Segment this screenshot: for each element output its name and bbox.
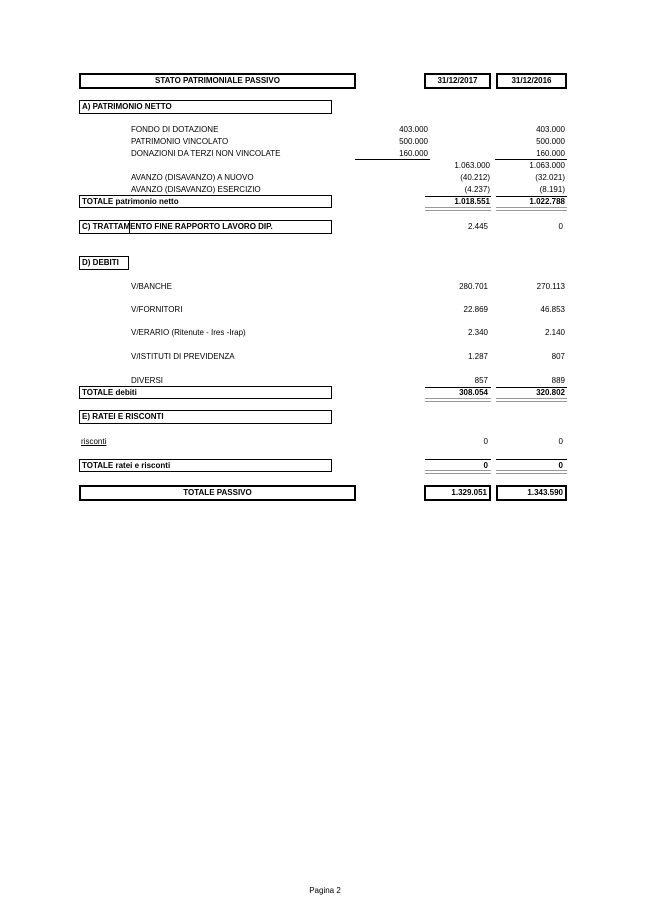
total-d-double-line bbox=[425, 398, 491, 402]
total-d-double-line bbox=[496, 398, 567, 402]
row-label: DIVERSI bbox=[131, 376, 164, 385]
row-c1: (4.237) bbox=[464, 185, 490, 194]
header-col2: 31/12/2016 bbox=[511, 76, 552, 85]
row-c1: 2.340 bbox=[467, 328, 488, 337]
risconti-c2: 0 bbox=[558, 437, 563, 446]
header-col1-box bbox=[424, 73, 491, 89]
row-c1: 857 bbox=[474, 376, 488, 385]
row-c2: 807 bbox=[551, 352, 565, 361]
grand-total-c2: 1.343.590 bbox=[527, 488, 563, 497]
total-e-label-box bbox=[79, 459, 332, 472]
row-detail: 500.000 bbox=[399, 137, 428, 146]
section-c-c1: 2.445 bbox=[467, 222, 488, 231]
row-label: V/ISTITUTI DI PREVIDENZA bbox=[131, 352, 235, 361]
total-e-c1: 0 bbox=[483, 461, 488, 470]
section-c-divider bbox=[129, 220, 130, 234]
row-label: V/ERARIO (Ritenute - Ires -Irap) bbox=[131, 328, 246, 337]
total-d-label: TOTALE debiti bbox=[82, 388, 137, 397]
row-c1: 22.869 bbox=[463, 305, 488, 314]
total-d-c2: 320.802 bbox=[536, 388, 565, 397]
row-c2: 403.000 bbox=[536, 125, 565, 134]
total-d-c1: 308.054 bbox=[459, 388, 488, 397]
page-number: Pagina 2 bbox=[309, 886, 341, 895]
header-title: STATO PATRIMONIALE PASSIVO bbox=[155, 76, 280, 85]
total-e-double-line bbox=[425, 470, 491, 474]
section-e-title-box bbox=[79, 410, 332, 424]
total-e-double-line bbox=[496, 470, 567, 474]
total-a-label-box bbox=[79, 195, 332, 208]
grand-total-label: TOTALE PASSIVO bbox=[183, 488, 252, 497]
header-col1: 31/12/2017 bbox=[437, 76, 478, 85]
total-a-double-line bbox=[496, 207, 567, 211]
header-title-box bbox=[79, 73, 356, 89]
row-c2: 889 bbox=[551, 376, 565, 385]
section-d-title-box bbox=[79, 256, 129, 270]
row-c1: (40.212) bbox=[460, 173, 490, 182]
section-d-title: D) DEBITI bbox=[82, 258, 119, 267]
total-e-top-line bbox=[425, 459, 491, 460]
section-c-title-box bbox=[79, 220, 332, 234]
total-a-double-line bbox=[425, 207, 491, 211]
header-col2-box bbox=[496, 73, 567, 89]
row-c2: 270.113 bbox=[536, 282, 565, 291]
total-d-label-box bbox=[79, 386, 332, 399]
row-detail: 403.000 bbox=[399, 125, 428, 134]
row-label: AVANZO (DISAVANZO) ESERCIZIO bbox=[131, 185, 261, 194]
section-e-title: E) RATEI E RISCONTI bbox=[82, 412, 164, 421]
row-c2: 46.853 bbox=[540, 305, 565, 314]
grand-total-c1-box bbox=[424, 485, 491, 501]
row-label: V/FORNITORI bbox=[131, 305, 183, 314]
section-c-c2: 0 bbox=[558, 222, 563, 231]
row-c1: 1.287 bbox=[467, 352, 488, 361]
total-a-top-line bbox=[496, 196, 567, 197]
row-c2: (8.191) bbox=[539, 185, 565, 194]
section-a-title: A) PATRIMONIO NETTO bbox=[82, 102, 172, 111]
row-label: PATRIMONIO VINCOLATO bbox=[131, 137, 229, 146]
row-c2: 500.000 bbox=[536, 137, 565, 146]
subtotal-line bbox=[355, 159, 430, 160]
risconti-label: risconti bbox=[81, 437, 107, 446]
total-a-label: TOTALE patrimonio netto bbox=[82, 197, 179, 206]
total-a-c2: 1.022.788 bbox=[529, 197, 565, 206]
subtotal-line bbox=[495, 159, 567, 160]
row-label: FONDO DI DOTAZIONE bbox=[131, 125, 219, 134]
row-label: V/BANCHE bbox=[131, 282, 172, 291]
row-c2: (32.021) bbox=[535, 173, 565, 182]
grand-total-c1: 1.329.051 bbox=[451, 488, 487, 497]
total-e-label: TOTALE ratei e risconti bbox=[82, 461, 171, 470]
row-label: DONAZIONI DA TERZI NON VINCOLATE bbox=[131, 149, 281, 158]
grand-total-c2-box bbox=[496, 485, 567, 501]
row-c2: 160.000 bbox=[536, 149, 565, 158]
total-e-c2: 0 bbox=[558, 461, 563, 470]
row-detail: 160.000 bbox=[399, 149, 428, 158]
risconti-c1: 0 bbox=[483, 437, 488, 446]
total-a-c1: 1.018.551 bbox=[454, 197, 490, 206]
total-e-top-line bbox=[496, 459, 567, 460]
subtotal-c1: 1.063.000 bbox=[454, 161, 490, 170]
section-c-title: C) TRATTAMENTO FINE RAPPORTO LAVORO DIP. bbox=[82, 222, 273, 231]
section-a-title-box bbox=[79, 100, 332, 114]
total-a-top-line bbox=[425, 196, 491, 197]
grand-total-label-box bbox=[79, 485, 356, 501]
row-label: AVANZO (DISAVANZO) A NUOVO bbox=[131, 173, 254, 182]
subtotal-c2: 1.063.000 bbox=[529, 161, 565, 170]
row-c2: 2.140 bbox=[544, 328, 565, 337]
row-c1: 280.701 bbox=[459, 282, 488, 291]
